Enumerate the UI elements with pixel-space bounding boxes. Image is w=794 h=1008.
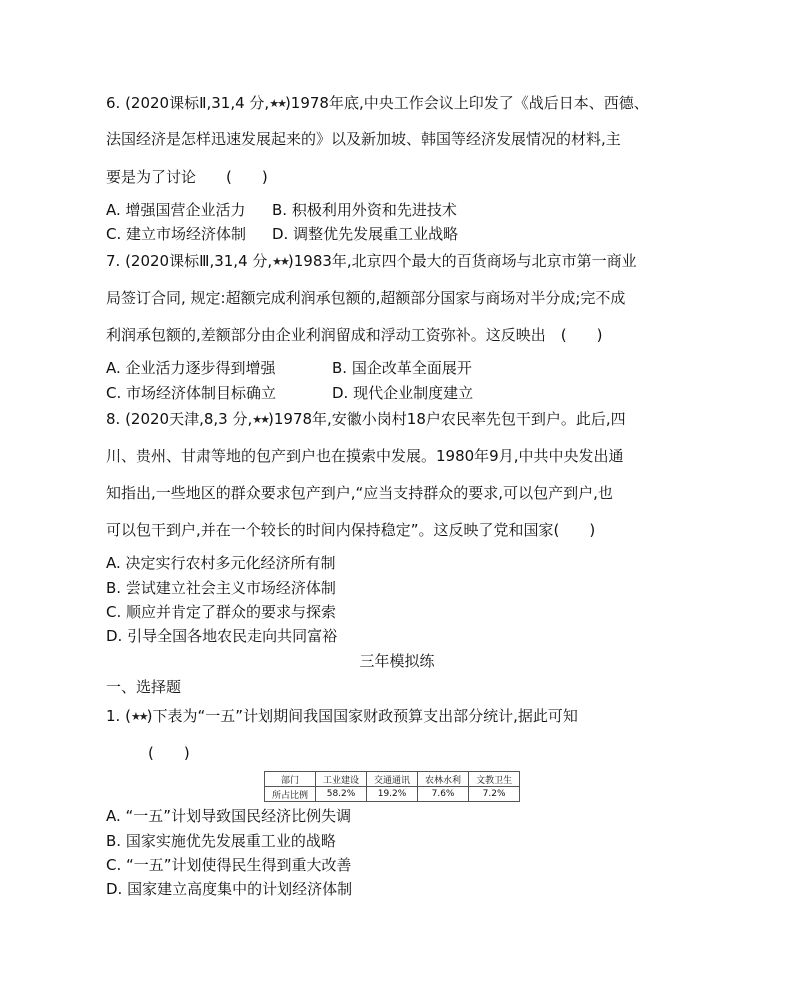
table-row [265,787,520,802]
q8-option-b: B. 尝试建立社会主义市场经济体制 [106,579,336,597]
q7-option-b: B. 国企改革全面展开 [332,359,472,377]
q8-stem-line-2: 川、贵州、甘肃等地的包产到户也在摸索中发展。1980年9月,中共中央发出通 [106,447,624,465]
q1-option-c: C. “一五”计划使得民生得到重大改善 [106,856,352,874]
difficulty-star-icon: ★★ [272,255,288,268]
q7-option-a: A. 企业活力逐步得到增强 [106,359,276,377]
q6-stem-line-1: 6. (2020课标Ⅱ,31,4 分,★★)1978年底,中央工作会议上印发了《战后日本、西德、 [106,94,649,112]
table-cell: 7.2% [469,787,520,802]
q1-option-a: A. “一五”计划导致国民经济比例失调 [106,807,352,825]
q8-stem-line-1: 8. (2020天津,8,3 分,★★)1978年,安徽小岗村18户农民率先包干到户。此后,四 [106,410,626,428]
q6-option-a: A. 增强国营企业活力 [106,201,246,219]
q6-option-d: D. 调整优先发展重工业战略 [272,225,459,243]
difficulty-star-icon: ★★ [130,710,147,723]
table-header-cell: 农林水利 [418,772,469,787]
q7-options-row-2 [106,383,473,403]
table-header-cell: 交通通讯 [367,772,418,787]
table-cell: 58.2% [316,787,367,802]
q8-option-d: D. 引导全国各地农民走向共同富裕 [106,627,338,645]
q7-option-c: C. 市场经济体制目标确立 [106,384,277,402]
q6-options-row-1 [106,200,457,220]
table-header-cell: 工业建设 [316,772,367,787]
q6-stem-line-3: 要是为了讨论 ( ) [106,168,268,186]
q7-stem-line-2: 局签订合同, 规定:超额完成利润承包额的,超额部分国家与商场对半分成;完不成 [106,289,626,307]
q6-stem-line-2: 法国经济是怎样迅速发展起来的》以及新加坡、韩国等经济发展情况的材料,主 [106,130,621,148]
q7-stem-line-1: 7. (2020课标Ⅲ,31,4 分,★★)1983年,北京四个最大的百货商场与北京市第一商业 [106,252,637,270]
table-cell: 7.6% [418,787,469,802]
q1-stem-line-1: 1. (★★)下表为“一五”计划期间我国国家财政预算支出部分统计,据此可知 [106,707,578,725]
table-header-cell: 部门 [265,772,316,787]
q7-stem-line-3: 利润承包额的,差额部分由企业利润留成和浮动工资弥补。这反映出 ( ) [106,326,603,344]
table-header-cell: 文教卫生 [469,772,520,787]
q1-option-d: D. 国家建立高度集中的计划经济体制 [106,880,353,898]
difficulty-star-icon: ★★ [252,413,268,426]
q7-options-row-1 [106,358,472,378]
difficulty-star-icon: ★★ [269,97,285,110]
q8-stem-line-4: 可以包干到户,并在一个较长的时间内保持稳定”。这反映了党和国家( ) [106,521,596,539]
q1-option-b: B. 国家实施优先发展重工业的战略 [106,832,336,850]
table-cell: 19.2% [367,787,418,802]
section-title: 三年模拟练 [359,652,435,670]
q1-stem-line-2: ( ) [148,744,190,762]
q8-option-a: A. 决定实行农村多元化经济所有制 [106,554,336,572]
q8-stem-line-3: 知指出,一些地区的群众要求包产到户,“应当支持群众的要求,可以包产到户,也 [106,484,613,502]
q6-option-c: C. 建立市场经济体制 [106,225,247,243]
q7-option-d: D. 现代企业制度建立 [332,384,474,402]
q6-option-b: B. 积极利用外资和先进技术 [272,201,457,219]
q8-option-c: C. 顺应并肯定了群众的要求与探索 [106,603,337,621]
table-cell: 所占比例 [265,787,316,802]
part-title: 一、选择题 [106,678,182,696]
q6-options-row-2 [106,224,458,244]
budget-table [264,771,520,802]
table-header-row [265,772,520,787]
